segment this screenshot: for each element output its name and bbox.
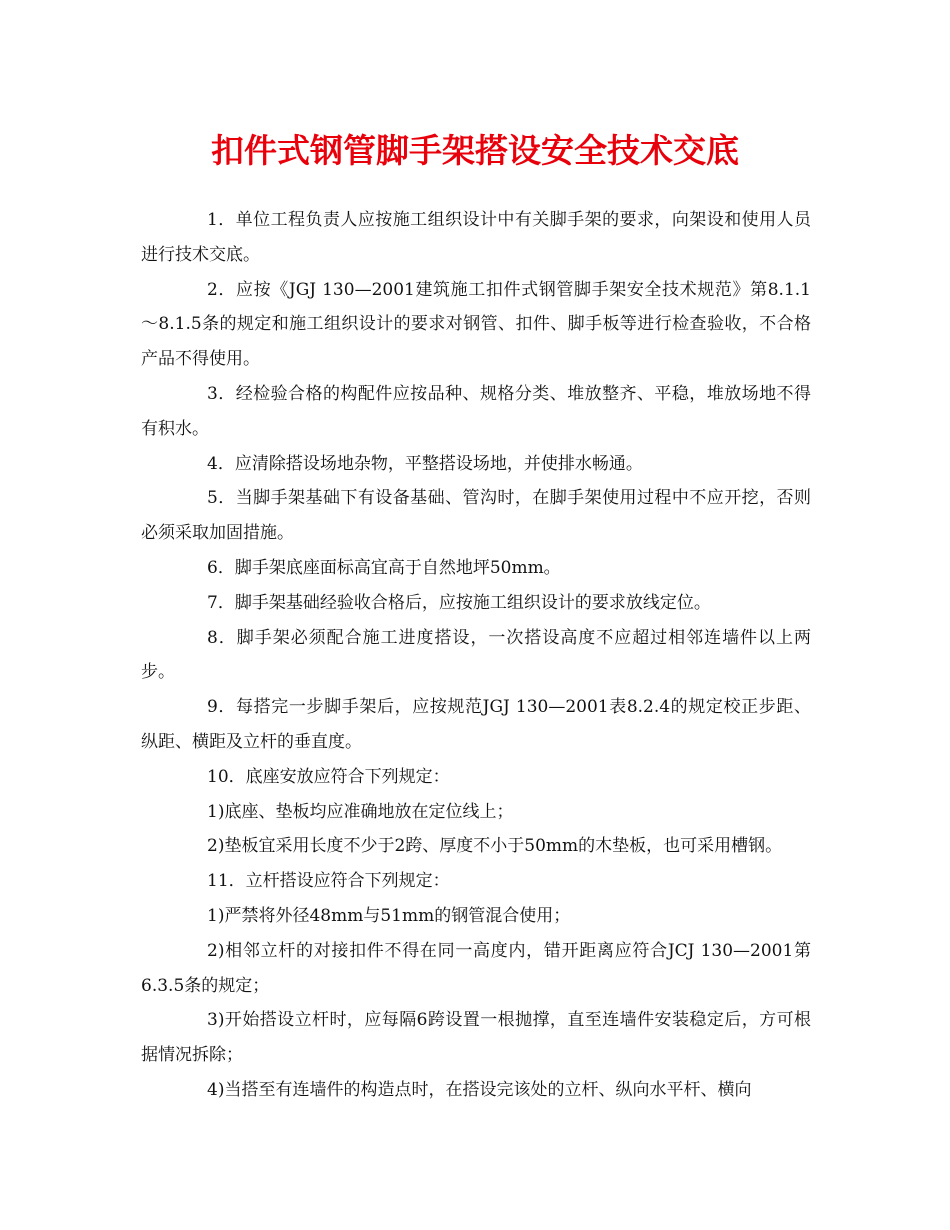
paragraph-11-item-2: 2)相邻立杆的对接扣件不得在同一高度内，错开距离应符合JCJ 130—2001第6.3.5条的规定； xyxy=(141,940,811,996)
paragraph-2: 2．应按《JGJ 130—2001建筑施工扣件式钢管脚手架安全技术规范》第8.1.1～8.1.5条的规定和施工组织设计的要求对钢管、扣件、脚手板等进行检查验收，不合格产品不得使用。 xyxy=(141,279,811,370)
paragraph-4: 4．应清除搭设场地杂物，平整搭设场地，并使排水畅通。 xyxy=(207,453,643,474)
paragraph-10: 10．底座安放应符合下列规定： xyxy=(207,766,450,787)
paragraph-11: 11．立杆搭设应符合下列规定： xyxy=(207,871,450,892)
paragraph-11-item-4: 4)当搭至有连墙件的构造点时，在搭设完该处的立杆、纵向水平杆、横向 xyxy=(207,1079,752,1100)
paragraph-7: 7．脚手架基础经验收合格后，应按施工组织设计的要求放线定位。 xyxy=(207,592,711,613)
paragraph-8: 8．脚手架必须配合施工进度搭设，一次搭设高度不应超过相邻连墙件以上两步。 xyxy=(141,627,811,683)
paragraph-9: 9．每搭完一步脚手架后，应按规范JGJ 130—2001表8.2.4的规定校正步距、纵距、横距及立杆的垂直度。 xyxy=(141,697,811,752)
paragraph-6: 6．脚手架底座面标高宜高于自然地坪50mm。 xyxy=(207,557,561,578)
paragraph-5: 5．当脚手架基础下有设备基础、管沟时，在脚手架使用过程中不应开挖，否则必须采取加固措施。 xyxy=(141,488,811,544)
document-title: 扣件式钢管脚手架搭设安全技术交底 xyxy=(211,131,739,170)
paragraph-10-item-1: 1)底座、垫板均应准确地放在定位线上； xyxy=(207,801,514,822)
paragraph-10-item-2: 2)垫板宜采用长度不少于2跨、厚度不小于50mm的木垫板，也可采用槽钢。 xyxy=(207,836,783,857)
document-body xyxy=(141,203,811,1108)
paragraph-11-item-1: 1)严禁将外径48mm与51mm的钢管混合使用； xyxy=(207,905,571,926)
paragraph-11-item-3: 3)开始搭设立杆时，应每隔6跨设置一根抛撑，直至连墙件安装稳定后，方可根据情况拆除； xyxy=(141,1010,811,1066)
paragraph-1: 1．单位工程负责人应按施工组织设计中有关脚手架的要求，向架设和使用人员进行技术交底。 xyxy=(141,210,811,265)
paragraph-3: 3．经检验合格的构配件应按品种、规格分类、堆放整齐、平稳，堆放场地不得有积水。 xyxy=(141,383,811,439)
